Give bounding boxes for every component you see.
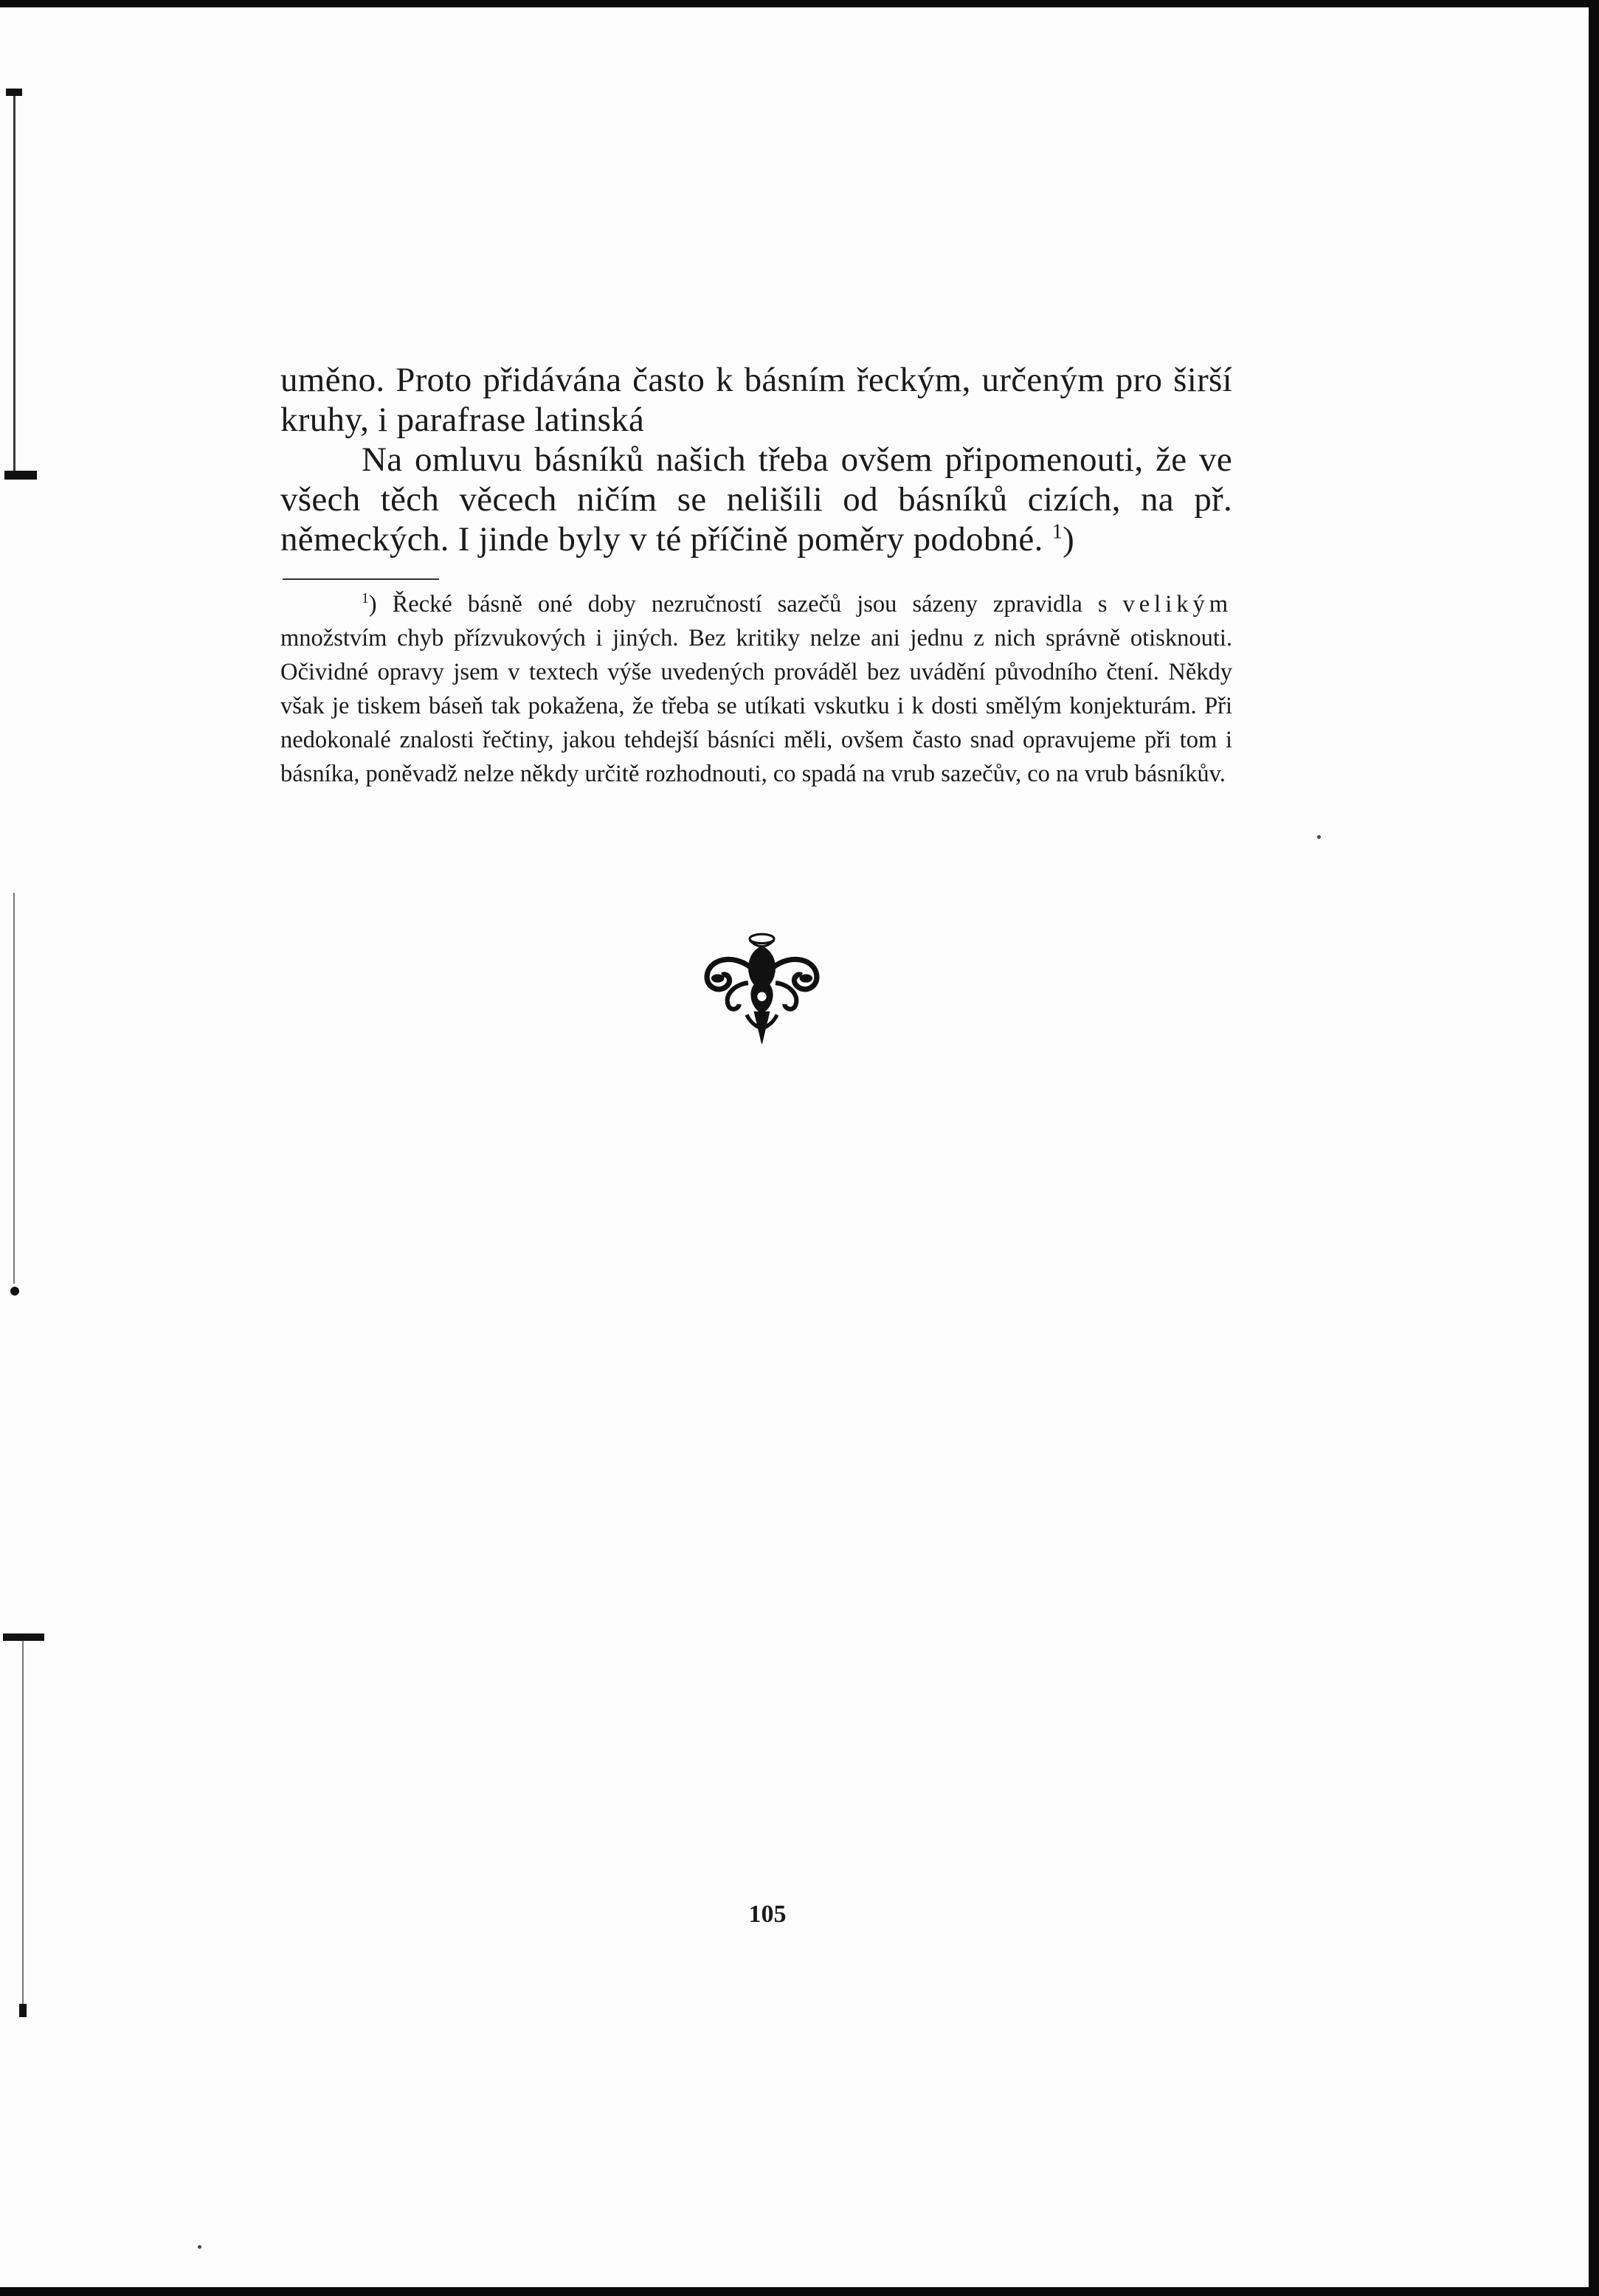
edge-line — [22, 1641, 24, 2010]
footnote-text: množstvím chyb přízvukových i jiných. Bez kritiky nelze ani jednu z nich správně otisknouti. Očividné opravy jsem v textech výše uvedených prováděl bez uvádění původního čtení. Někdy však je tiskem báseň tak pokažena, že třeba se utíkati vskutku i k dosti smělým konjekturám. Při nedokonalé znalosti řečtiny, jakou tehdejší básníci měli, ovšem často snad opravujeme při tom i básníka, poněvadž nelze někdy určitě rozhodnouti, co spadá na vrub sazečův, co na vrub básníkův. — [280, 625, 1232, 787]
body-text — [280, 360, 1232, 559]
scan-edge — [0, 7, 44, 2287]
edge-line — [13, 893, 15, 1284]
paragraph: uměno. Proto přidávána často k básním řeckým, určeným pro širší kruhy, i parafrase latinská — [280, 361, 1232, 439]
edge-mark — [10, 1287, 19, 1296]
page-number: 105 — [748, 1901, 787, 1928]
footnote-marker-paren: ) — [368, 591, 377, 618]
footnote-separator — [283, 578, 439, 580]
edge-mark — [19, 2004, 27, 2017]
scan-speck — [1317, 835, 1321, 839]
footnote-reference-paren: ) — [1063, 520, 1075, 559]
fleuron-ornament-icon — [701, 930, 823, 1051]
edge-mark — [4, 471, 37, 480]
footnote-marker: 1 — [362, 591, 369, 607]
edge-line — [13, 94, 15, 471]
footnote-spaced-text: velikým — [1122, 591, 1233, 618]
paragraph-text: Na omluvu básníků našich třeba ovšem připomenouti, že ve všech těch věcech ničím se nelišili od básníků cizích, na př. německých. I jinde byly v té příčině poměry podobné. — [280, 440, 1232, 559]
paragraph — [280, 440, 1232, 559]
footnote-text: Řecké básně oné doby nezručností sazečů jsou sázeny zpravidla s — [392, 591, 1123, 618]
footnote — [280, 587, 1232, 791]
edge-mark — [3, 1633, 44, 1641]
edge-mark — [6, 89, 22, 96]
footnote-reference: 1 — [1051, 520, 1063, 544]
scan-speck — [198, 2245, 201, 2249]
